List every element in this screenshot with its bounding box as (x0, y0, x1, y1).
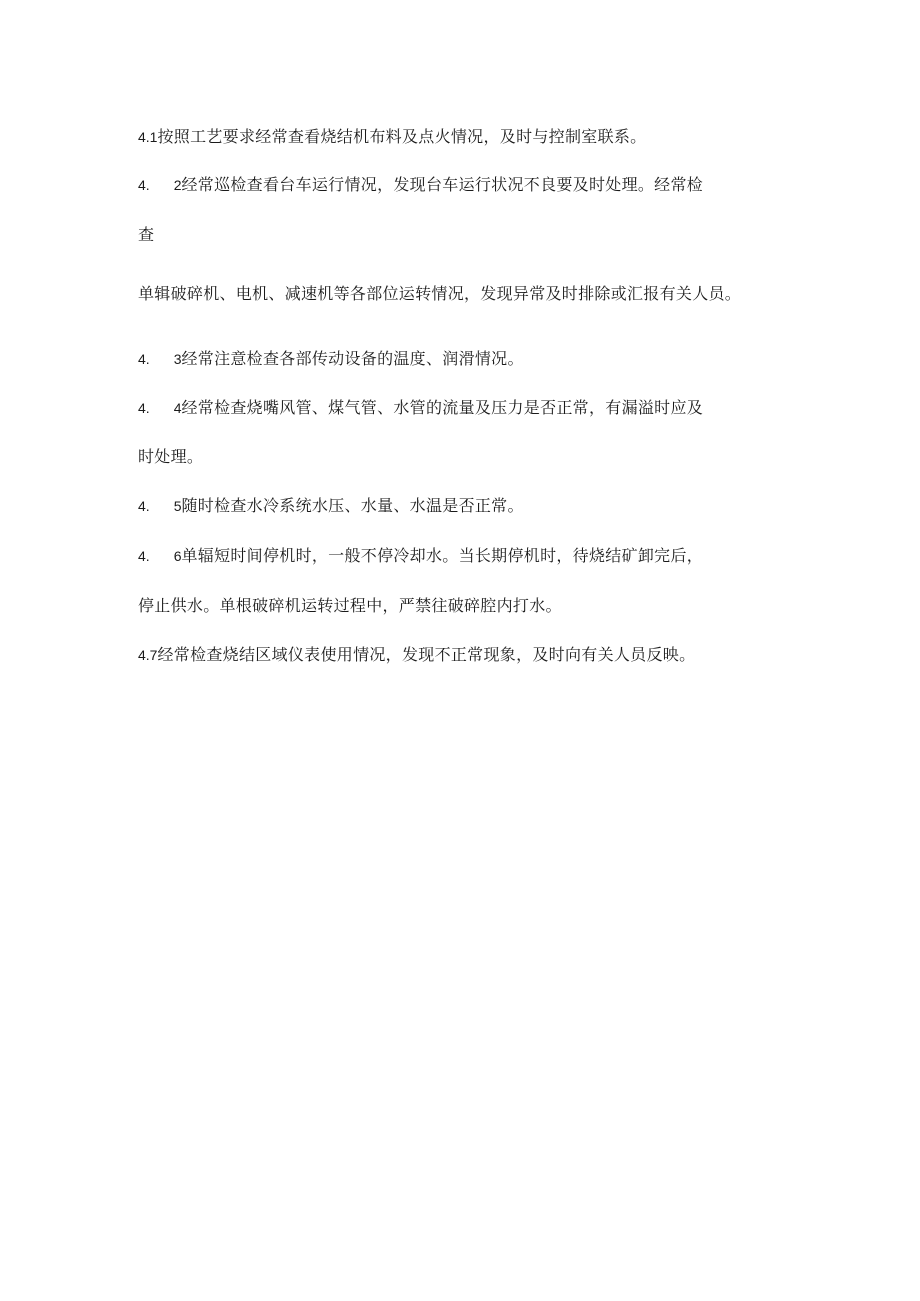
section-number-major: 4. (138, 351, 150, 367)
paragraph-text: 单辑破碎机、电机、减速机等各部位运转情况，发现异常及时排除或汇报有关人员。 (138, 284, 742, 303)
section-number: 4.1 (138, 129, 158, 145)
section-number-major: 4. (138, 548, 150, 564)
paragraph-text: 停止供水。单根破碎机运转过程中，严禁往破碎腔内打水。 (138, 596, 562, 615)
paragraph-4-1 (138, 126, 798, 148)
paragraph-text: 按照工艺要求经常查看烧结机布料及点火情况，及时与控制室联系。 (157, 127, 647, 146)
paragraph-4-5 (138, 495, 798, 517)
paragraph-text: 经常检查烧结区域仪表使用情况，发现不正常现象，及时向有关人员反映。 (157, 645, 696, 664)
section-number: 4.7 (138, 647, 158, 663)
section-number-minor: 2 (173, 177, 182, 193)
paragraph-4-2-cont-2 (138, 283, 778, 305)
paragraph-text: 经常检查烧嘴风管、煤气管、水管的流量及压力是否正常，有漏溢时应及 (181, 398, 704, 417)
paragraph-text: 时处理。 (138, 447, 204, 466)
paragraph-4-7 (138, 644, 798, 666)
paragraph-4-6-cont (138, 595, 798, 617)
section-number-minor: 5 (173, 498, 182, 514)
paragraph-4-3 (138, 348, 798, 370)
paragraph-4-2 (138, 174, 798, 196)
paragraph-text: 单辐短时间停机时，一般不停冷却水。当长期停机时，待烧结矿卸完后， (181, 546, 704, 565)
paragraph-4-4-cont (138, 446, 798, 468)
section-number-minor: 4 (173, 400, 182, 416)
paragraph-text: 经常巡检查看台车运行情况，发现台车运行状况不良要及时处理。经常检 (181, 175, 704, 194)
section-number-minor: 3 (173, 351, 182, 367)
section-number-minor: 6 (173, 548, 182, 564)
section-number-major: 4. (138, 177, 150, 193)
section-number-major: 4. (138, 400, 150, 416)
paragraph-4-4 (138, 397, 798, 419)
paragraph-4-2-cont (138, 224, 798, 246)
section-number-major: 4. (138, 498, 150, 514)
paragraph-text: 查 (138, 225, 155, 244)
paragraph-text: 经常注意检查各部传动设备的温度、润滑情况。 (181, 349, 524, 368)
paragraph-4-6 (138, 545, 798, 567)
paragraph-text: 随时检查水冷系统水压、水量、水温是否正常。 (181, 496, 524, 515)
